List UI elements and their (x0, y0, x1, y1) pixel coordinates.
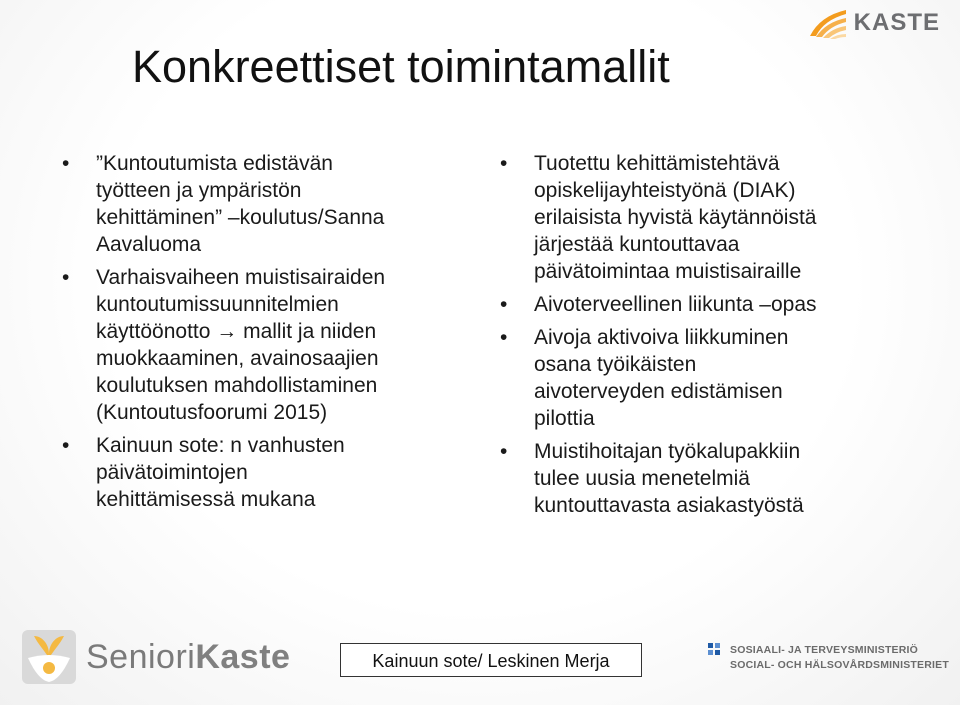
list-item (498, 324, 918, 432)
bullet-icon: • (500, 440, 508, 463)
ministry-mark-icon (708, 643, 722, 683)
bullet-icon: • (62, 152, 70, 175)
ministry-line-fi: SOSIAALI- JA TERVEYSMINISTERIÖ (730, 644, 919, 656)
kaste-logo-text: KASTE (853, 9, 940, 36)
list-item (498, 438, 918, 519)
list-item-text: ”Kuntoutumista edistävän työtteen ja ympäristön kehittäminen” –koulutus/Sanna Aavaluoma (96, 152, 385, 256)
bullet-icon: • (500, 293, 508, 316)
seniorikaste-logo-text (86, 638, 290, 677)
list-item (60, 264, 460, 426)
ministry-text (730, 643, 949, 673)
page-title: Konkreettiset toimintamallit (132, 41, 670, 92)
list-item (60, 432, 460, 513)
list-item-text: Kainuun sote: n vanhusten päivätoimintojen kehittämisessä mukana (96, 434, 345, 511)
bullet-icon: • (500, 326, 508, 349)
seniorikaste-mark-icon (20, 628, 78, 686)
list-item-text: Aivoterveellinen liikunta –opas (534, 293, 817, 316)
seniorikaste-logo-left: Seniori (86, 637, 196, 676)
kaste-rays-icon (808, 6, 848, 40)
list-item (498, 291, 918, 318)
ministry-line-sv: SOCIAL- OCH HÄLSOVÅRDSMINISTERIET (730, 659, 949, 671)
list-item (498, 150, 918, 285)
list-item-text: Tuotettu kehittämistehtävä opiskelijayhteistyönä (DIAK) erilaisista hyvistä käytännöistä järjestää kuntouttavaa päivätoimintaa muistisairaille (534, 152, 817, 283)
bullet-icon: • (62, 434, 70, 457)
seniorikaste-logo (20, 628, 290, 686)
kaste-logo (808, 6, 940, 40)
list-item-text: Varhaisvaiheen muistisairaiden kuntoutumissuunnitelmien käyttöönotto → mallit ja niiden muokkaaminen, avainosaajien koulutuksen mahdollistaminen (Kuntoutusfoorumi 2015) (96, 266, 386, 424)
list-item-text: Muistihoitajan työkalupakkiin tulee uusia menetelmiä kuntouttavasta asiakastyöstä (534, 440, 804, 517)
list-item (60, 150, 460, 258)
list-item-text: Aivoja aktivoiva liikkuminen osana työikäisten aivoterveyden edistämisen pilottia (534, 326, 789, 430)
footer-caption: Kainuun sote/ Leskinen Merja (340, 643, 642, 677)
bullet-icon: • (62, 266, 70, 289)
bullet-icon: • (500, 152, 508, 175)
ministry-logo (708, 643, 949, 683)
left-bullet-list (60, 150, 460, 519)
right-bullet-list (498, 150, 918, 525)
seniorikaste-logo-right: Kaste (195, 637, 291, 676)
